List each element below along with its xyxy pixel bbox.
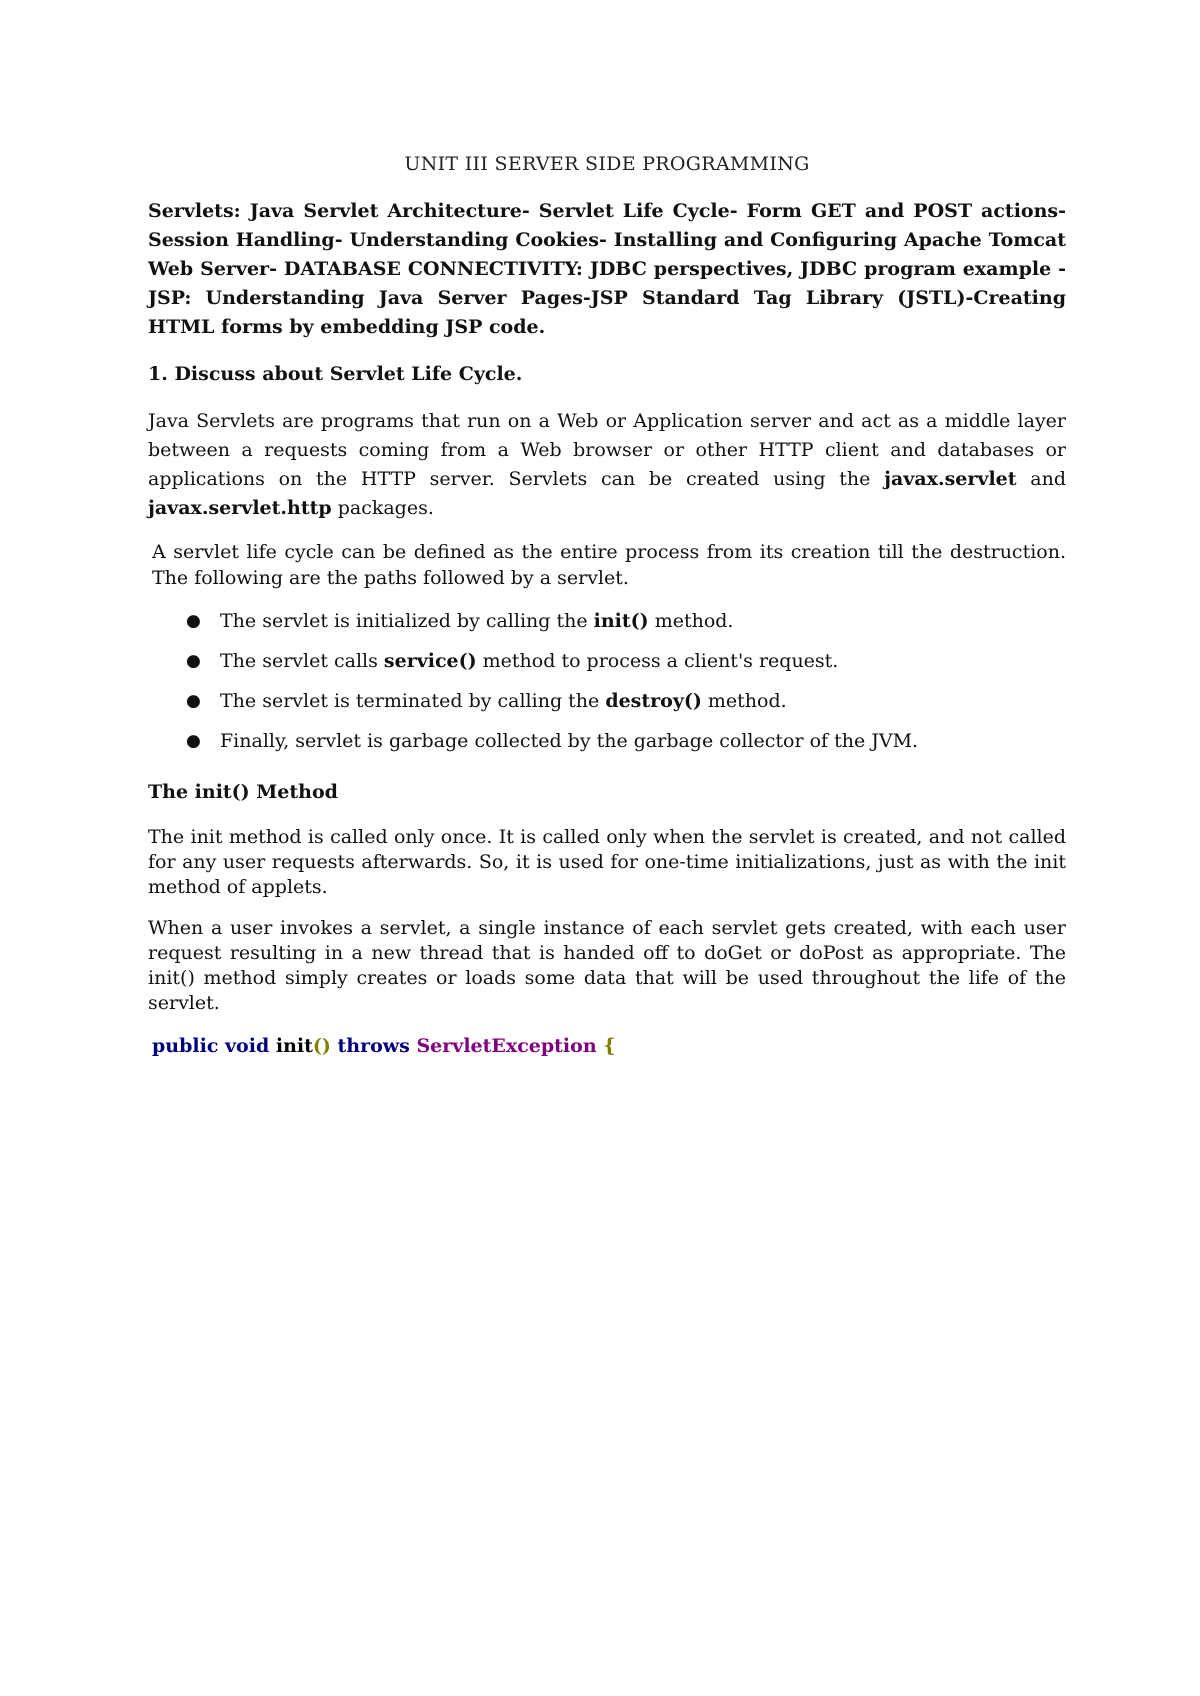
lifecycle-path-list	[148, 607, 1066, 756]
bullet-icon: ●	[186, 651, 201, 671]
intro-paragraph	[148, 407, 1066, 523]
intro-text-mid: and	[1016, 468, 1066, 490]
intro-text-before: Java Servlets are programs that run on a Web or Application server and act as a middle layer between a requests coming from a Web browser or other HTTP client and databases or applications on the HTTP server. Servlets can be created using the	[148, 410, 1066, 490]
init-method-heading: The init() Method	[148, 781, 338, 803]
init-paragraph-2: When a user invokes a servlet, a single instance of each servlet gets created, with each user request resulting in a new thread that is handed off to doGet or doPost as appropriate. The init() method simply creates or loads some data that will be used throughout the life of the servlet.	[148, 917, 1066, 1014]
code-parens: ()	[312, 1035, 331, 1057]
lifecycle-intro-paragraph: A servlet life cycle can be defined as the entire process from its creation till the destruction. The following are the paths followed by a servlet.	[152, 541, 1066, 589]
code-class-name: ServletException	[416, 1035, 597, 1057]
intro-text-after: packages.	[331, 497, 434, 519]
bullet-icon: ●	[186, 731, 201, 751]
code-keyword-throws: throws	[337, 1035, 410, 1057]
code-open-brace: {	[603, 1035, 616, 1057]
list-item: ● The servlet is initialized by calling the init() method.	[148, 607, 1066, 636]
syllabus-paragraph: Servlets: Java Servlet Architecture- Servlet Life Cycle- Form GET and POST actions- Session Handling- Understanding Cookies- Installing and Configuring Apache Tomcat Web Server- DATABASE CONNECTIVITY: JDBC perspectives, JDBC program example - JSP: Understanding Java Server Pages-JSP Standard Tag Library (JSTL)-Creating HTML forms by embedding JSP code.	[148, 200, 1066, 338]
code-snippet	[152, 1032, 1066, 1061]
code-function-name: init	[275, 1035, 313, 1057]
init-paragraph-1: The init method is called only once. It is called only when the servlet is created, and not called for any user requests afterwards. So, it is used for one-time initializations, just as with the init method of applets.	[148, 826, 1066, 898]
package-javax-servlet-http: javax.servlet.http	[148, 497, 332, 519]
bullet-icon: ●	[186, 691, 201, 711]
document-page	[148, 150, 1066, 1061]
list-item: ● The servlet calls service() method to process a client's request.	[148, 647, 1066, 676]
code-keyword-public: public	[152, 1035, 219, 1057]
page-title: UNIT III SERVER SIDE PROGRAMMING	[404, 153, 810, 175]
list-item: ● The servlet is terminated by calling the destroy() method.	[148, 687, 1066, 716]
code-keyword-void: void	[225, 1035, 270, 1057]
list-item: ● Finally, servlet is garbage collected by the garbage collector of the JVM.	[148, 727, 1066, 756]
question-heading: 1. Discuss about Servlet Life Cycle.	[148, 363, 523, 385]
package-javax-servlet: javax.servlet	[884, 468, 1017, 490]
bullet-icon: ●	[186, 611, 201, 631]
